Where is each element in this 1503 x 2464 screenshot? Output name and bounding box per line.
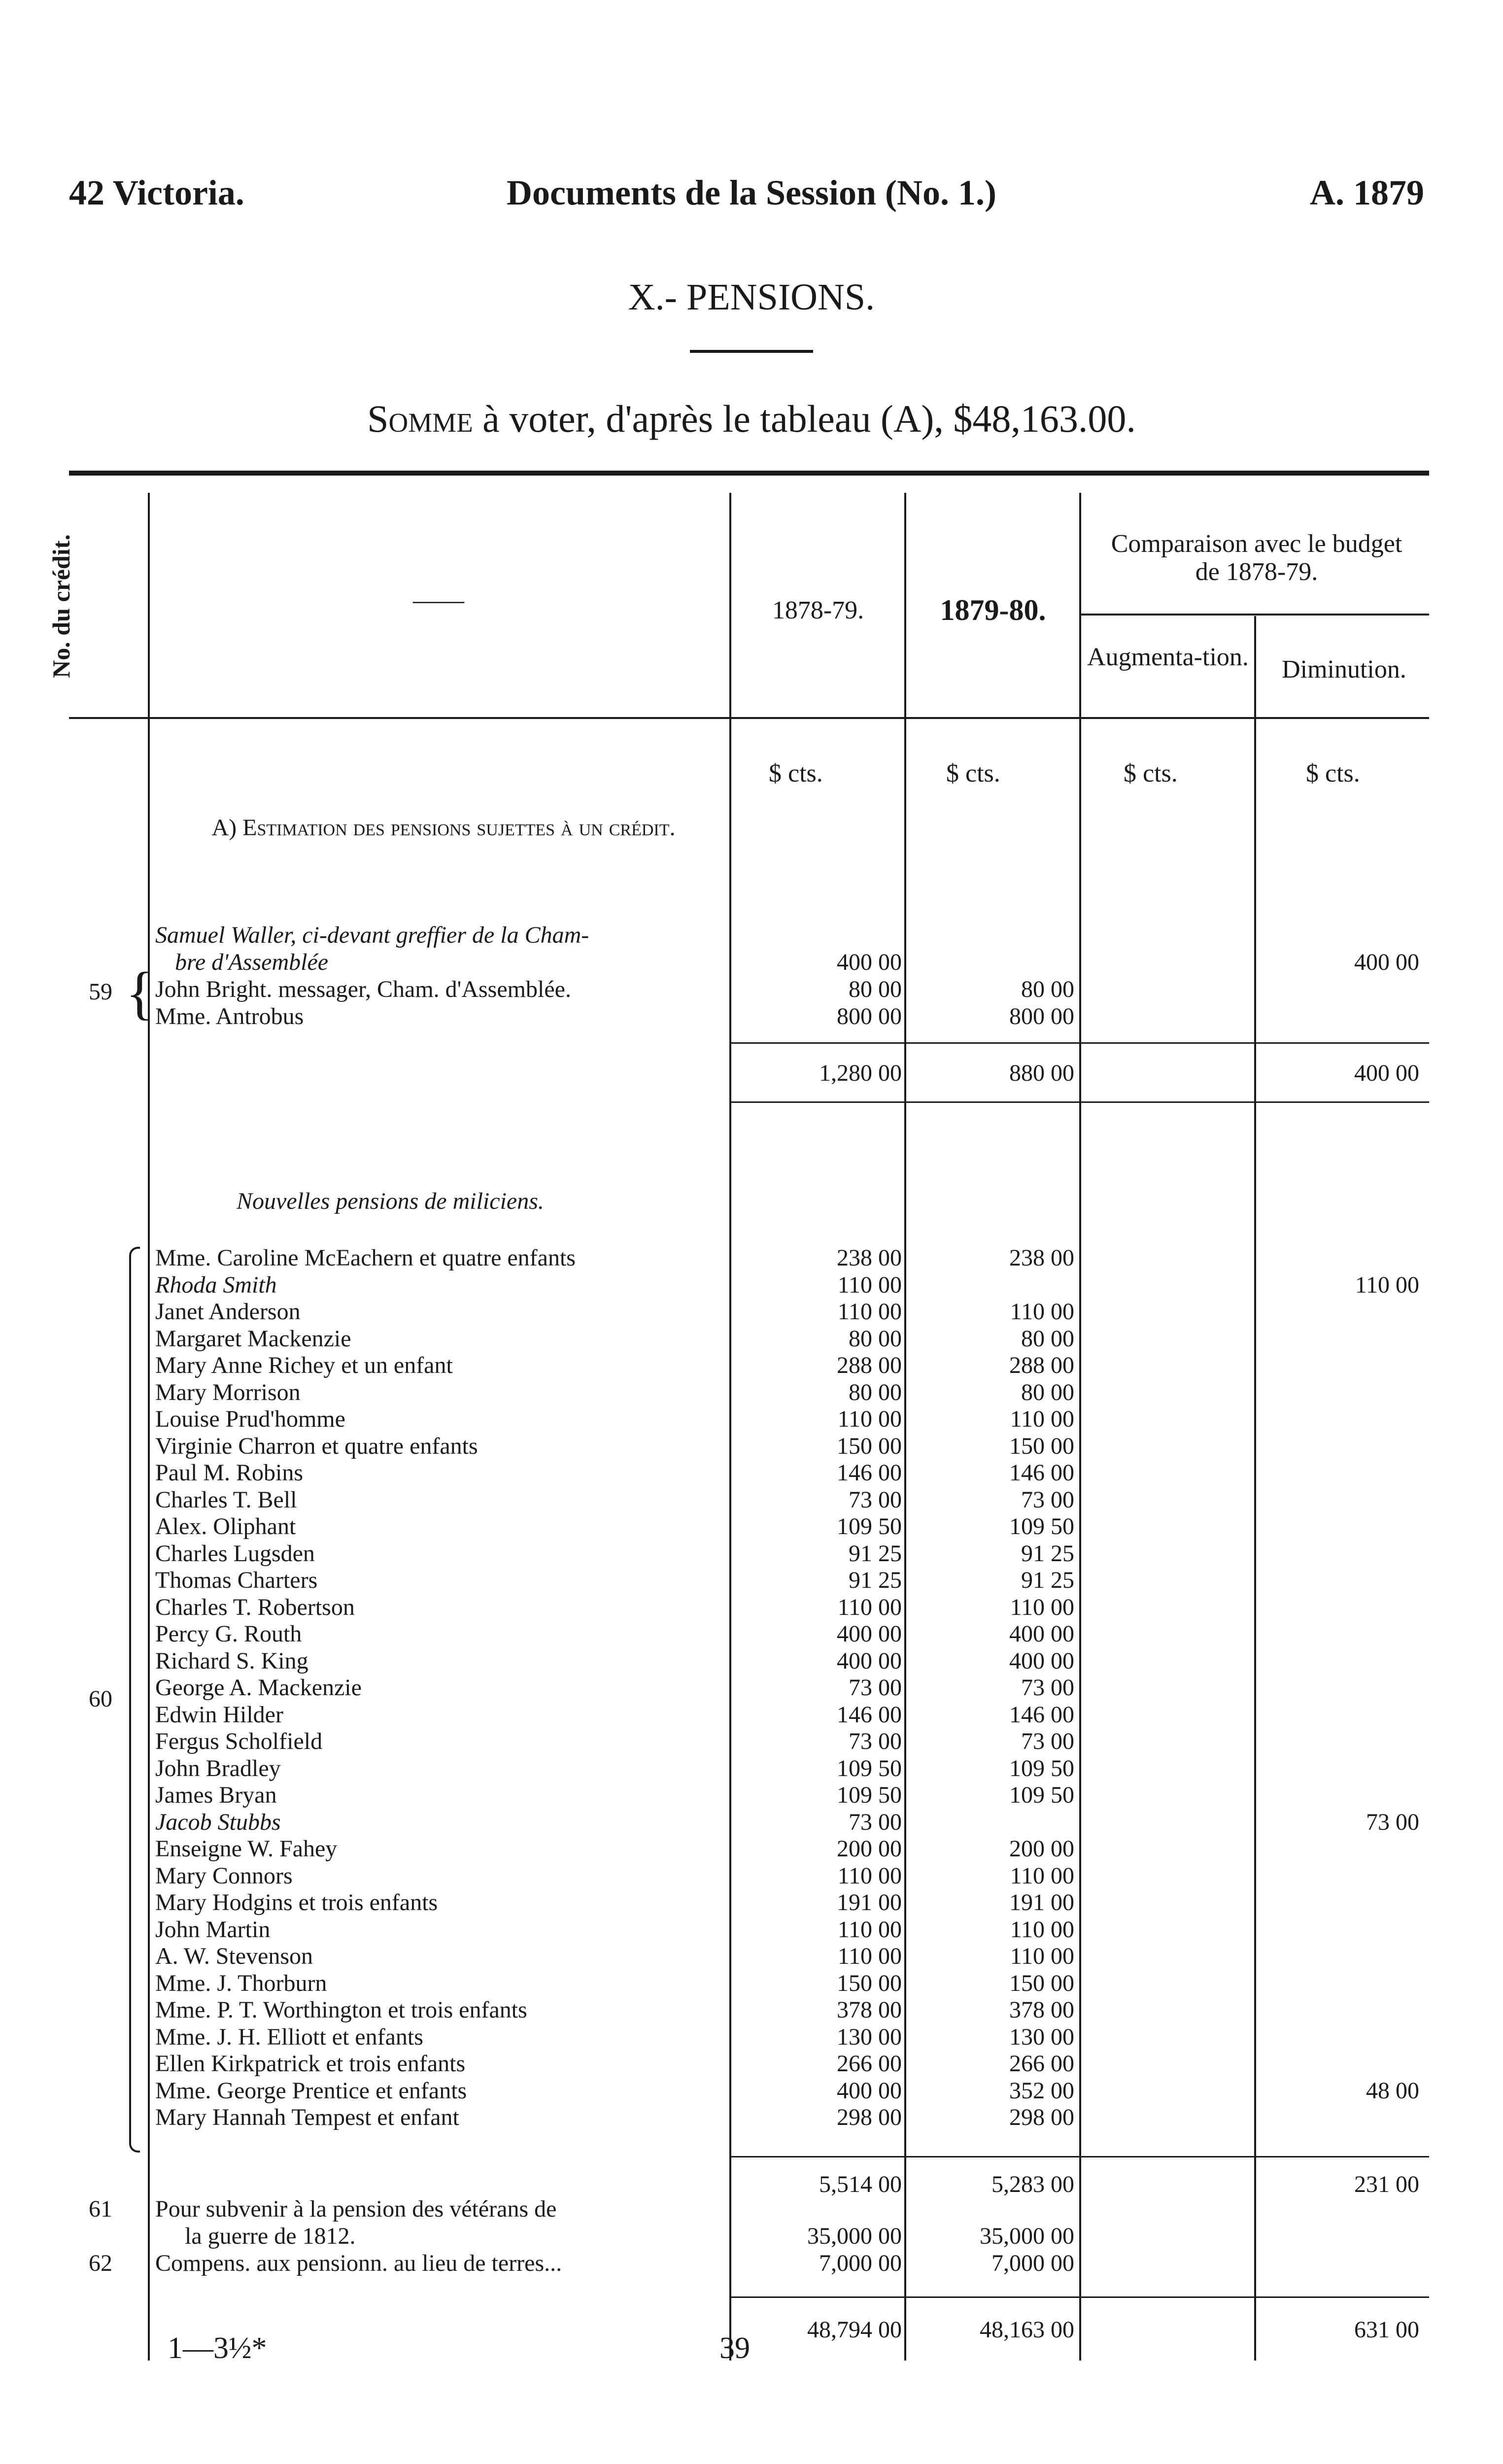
table-row <box>0 1352 1503 1379</box>
subtotal-rule-60 <box>729 2156 1429 2157</box>
credit-62: 62 <box>89 2250 112 2276</box>
value-1879: 110 00 <box>1010 1406 1074 1432</box>
table-row <box>0 1862 1503 1889</box>
table-row <box>0 2023 1503 2051</box>
table-row <box>0 1916 1503 1943</box>
row-name: Mme. J. Thorburn <box>155 1970 327 1996</box>
value-1879: 378 00 <box>1009 1997 1074 2023</box>
value-1879: 146 00 <box>1009 1460 1074 1486</box>
value-1879: 266 00 <box>1009 2051 1074 2077</box>
value-1878: 80 00 <box>849 976 902 1002</box>
unit-dim: $ cts. <box>1306 759 1360 787</box>
value-1878: 266 00 <box>837 2051 902 2077</box>
col-1878-label: 1878-79. <box>772 596 864 624</box>
table-row <box>0 949 1503 976</box>
value-1878: 378 00 <box>837 1997 902 2023</box>
row-name: Mary Hannah Tempest et enfant <box>155 2104 459 2130</box>
row-name: John Martin <box>155 1916 271 1943</box>
header-bottom-rule <box>69 717 1429 719</box>
row-name: Mme. P. T. Worthington et trois enfants <box>155 1997 527 2023</box>
value-dim: 48 00 <box>1366 2077 1419 2104</box>
value-1878: 35,000 00 <box>807 2223 902 2249</box>
subtotal-bottom-rule-59 <box>729 1101 1429 1103</box>
value-1878: 73 00 <box>849 1675 902 1701</box>
table-row <box>0 976 1503 1003</box>
row-name: Mary Hodgins et trois enfants <box>155 1889 438 1916</box>
grand-total-dim: 631 00 <box>1354 2317 1419 2343</box>
value-1878: 7,000 00 <box>819 2250 902 2276</box>
table-row <box>0 1970 1503 1997</box>
value-1878: 91 25 <box>849 1567 902 1593</box>
table-row <box>0 1620 1503 1647</box>
header-volume: 42 Victoria. <box>69 173 244 212</box>
row-name: Margaret Mackenzie <box>155 1325 351 1352</box>
col-aug-label: Augmenta-tion. <box>1087 643 1249 671</box>
value-1878: 298 00 <box>837 2104 902 2130</box>
col-dim-label: Diminution. <box>1282 655 1406 684</box>
unit-1879: $ cts. <box>946 759 1000 787</box>
credit-60: 60 <box>89 1686 112 1712</box>
header-year: A. 1879 <box>1310 173 1424 212</box>
table-top-rule <box>69 471 1429 476</box>
row-name: Pour subvenir à la pension des vétérans de <box>155 2196 557 2222</box>
value-1879: 146 00 <box>1009 1701 1074 1728</box>
row-name: Enseigne W. Fahey <box>155 1836 338 1862</box>
comparison-label: Comparaison avec le budget de 1878-79. <box>1111 530 1402 586</box>
value-1879: 109 50 <box>1009 1755 1074 1781</box>
value-1878: 110 00 <box>837 1271 902 1298</box>
value-1878: 150 00 <box>837 1970 902 1996</box>
value-1879: 110 00 <box>1010 1916 1074 1943</box>
total-1879: 880 00 <box>1009 1060 1074 1086</box>
table-row <box>0 922 1503 949</box>
row-name: Rhoda Smith <box>155 1271 277 1298</box>
table-row <box>0 1244 1503 1271</box>
value-1879: 73 00 <box>1021 1486 1074 1513</box>
row-name: Mme. Caroline McEachern et quatre enfants <box>155 1245 576 1271</box>
row-name: Mary Morrison <box>155 1379 301 1405</box>
table-row <box>0 1835 1503 1862</box>
desc-col-label: —— <box>413 586 464 615</box>
value-1879: 288 00 <box>1009 1352 1074 1378</box>
row-name: George A. Mackenzie <box>155 1675 362 1701</box>
row-name: Richard S. King <box>155 1647 308 1674</box>
table-row <box>0 2077 1503 2104</box>
table-row <box>0 1540 1503 1567</box>
row-name: Jacob Stubbs <box>155 1809 281 1835</box>
total-dim: 400 00 <box>1354 1060 1419 1086</box>
credit-61: 61 <box>89 2196 112 2222</box>
value-1879: 91 25 <box>1021 1540 1074 1567</box>
value-1879: 7,000 00 <box>991 2250 1074 2276</box>
table-row <box>0 1325 1503 1352</box>
somme-rest: à voter, d'après le tableau (A), $48,163.00. <box>473 397 1136 440</box>
table-row <box>0 1755 1503 1782</box>
value-1878: 238 00 <box>837 1245 902 1271</box>
value-1879: 298 00 <box>1009 2104 1074 2130</box>
unit-1878: $ cts. <box>769 759 823 787</box>
table-row <box>0 1459 1503 1486</box>
table-row <box>0 2050 1503 2077</box>
row-name: Thomas Charters <box>155 1567 318 1593</box>
value-1879: 150 00 <box>1009 1970 1074 1996</box>
comparison-rule <box>1079 614 1429 616</box>
row-name: John Bradley <box>155 1755 281 1781</box>
somme-lead: Somme <box>367 397 473 440</box>
credit-59: 59 <box>89 979 112 1005</box>
value-1879: 110 00 <box>1010 1943 1074 1969</box>
value-1878: 110 00 <box>837 1916 902 1943</box>
table-row <box>0 1513 1503 1540</box>
row-name: A. W. Stevenson <box>155 1943 313 1969</box>
row-name: Charles Lugsden <box>155 1540 315 1567</box>
table-row <box>0 2195 1503 2223</box>
value-1878: 80 00 <box>849 1379 902 1405</box>
table-row <box>0 1728 1503 1755</box>
section-title: X.- PENSIONS. <box>628 276 875 318</box>
value-1879: 80 00 <box>1021 1379 1074 1405</box>
total-1878: 5,514 00 <box>819 2171 902 2197</box>
grand-total-rule <box>729 2296 1429 2298</box>
credit-col-label: No. du crédit. <box>47 534 75 678</box>
value-1878: 191 00 <box>837 1889 902 1916</box>
value-1879: 35,000 00 <box>980 2223 1074 2249</box>
table-row <box>0 1594 1503 1621</box>
row-name: Charles T. Bell <box>155 1486 297 1513</box>
total-1878: 1,280 00 <box>819 1060 902 1086</box>
value-1878: 200 00 <box>837 1836 902 1862</box>
table-row <box>0 1674 1503 1701</box>
page-number: 39 <box>719 2331 750 2365</box>
value-1879: 73 00 <box>1021 1728 1074 1754</box>
brace-60 <box>129 1247 140 2153</box>
total-1879: 5,283 00 <box>991 2171 1074 2197</box>
value-dim: 73 00 <box>1366 1809 1419 1835</box>
value-1879: 109 50 <box>1009 1513 1074 1540</box>
value-1879: 352 00 <box>1009 2077 1074 2104</box>
row-name: James Bryan <box>155 1782 277 1808</box>
table-row <box>0 1379 1503 1406</box>
table-row <box>0 2250 1503 2277</box>
table-row <box>0 1271 1503 1299</box>
row-name: Mme. Antrobus <box>155 1003 304 1029</box>
value-1878: 73 00 <box>849 1809 902 1835</box>
value-1878: 110 00 <box>837 1406 902 1432</box>
value-1878: 288 00 <box>837 1352 902 1378</box>
value-1878: 130 00 <box>837 2023 902 2050</box>
value-1878: 150 00 <box>837 1433 902 1459</box>
value-1879: 73 00 <box>1021 1675 1074 1701</box>
value-1878: 110 00 <box>837 1862 902 1889</box>
table-row <box>0 1003 1503 1030</box>
row-name: Mme. J. H. Elliott et enfants <box>155 2023 423 2050</box>
militia-subhead: Nouvelles pensions de miliciens. <box>237 1188 544 1214</box>
row-name: Percy G. Routh <box>155 1621 302 1647</box>
value-1879: 80 00 <box>1021 976 1074 1002</box>
somme-line <box>0 397 1503 441</box>
value-1878: 109 50 <box>837 1513 902 1540</box>
table-row <box>0 1298 1503 1325</box>
row-name: Mary Anne Richey et un enfant <box>155 1352 453 1378</box>
value-1878: 800 00 <box>837 1003 902 1029</box>
table-row <box>0 2223 1503 2250</box>
table-row <box>0 1405 1503 1433</box>
value-1878: 109 50 <box>837 1755 902 1781</box>
value-1879: 110 00 <box>1010 1594 1074 1620</box>
row-name: bre d'Assemblée <box>175 949 329 975</box>
table-row <box>0 1486 1503 1513</box>
value-1878: 110 00 <box>837 1943 902 1969</box>
table-row <box>0 2104 1503 2131</box>
value-1879: 191 00 <box>1009 1889 1074 1916</box>
table-row <box>0 1701 1503 1728</box>
value-1878: 80 00 <box>849 1325 902 1352</box>
value-1879: 238 00 <box>1009 1245 1074 1271</box>
value-1878: 146 00 <box>837 1460 902 1486</box>
row-name: Louise Prud'homme <box>155 1406 345 1432</box>
row-name: Mary Connors <box>155 1862 293 1889</box>
grand-total-1879: 48,163 00 <box>980 2317 1074 2343</box>
subtotal-row-59 <box>0 1060 1503 1087</box>
value-1879: 130 00 <box>1009 2023 1074 2050</box>
signature-mark: 1—3½* <box>168 2331 267 2365</box>
value-1878: 400 00 <box>837 2077 902 2104</box>
value-1878: 109 50 <box>837 1782 902 1808</box>
value-1879: 91 25 <box>1021 1567 1074 1593</box>
table-row <box>0 1647 1503 1675</box>
row-name: Janet Anderson <box>155 1299 301 1325</box>
value-1879: 109 50 <box>1009 1782 1074 1808</box>
value-1878: 110 00 <box>837 1594 902 1620</box>
grand-total-1878: 48,794 00 <box>807 2317 902 2343</box>
value-1879: 400 00 <box>1009 1647 1074 1674</box>
row-name: Charles T. Robertson <box>155 1594 355 1620</box>
row-name: John Bright. messager, Cham. d'Assemblée. <box>155 976 571 1002</box>
row-name: Virginie Charron et quatre enfants <box>155 1433 478 1459</box>
table-row <box>0 1781 1503 1809</box>
row-name: Samuel Waller, ci-devant greffier de la Cham- <box>155 922 589 948</box>
row-name: la guerre de 1812. <box>185 2223 356 2249</box>
row-name: Compens. aux pensionn. au lieu de terres... <box>155 2250 562 2276</box>
value-dim: 400 00 <box>1354 949 1419 975</box>
value-1879: 400 00 <box>1009 1621 1074 1647</box>
table-row <box>0 1433 1503 1460</box>
table-row <box>0 1943 1503 1970</box>
subtotal-rule-59 <box>729 1042 1429 1044</box>
row-name: Fergus Scholfield <box>155 1728 323 1754</box>
row-name: Ellen Kirkpatrick et trois enfants <box>155 2051 466 2077</box>
row-name: Paul M. Robins <box>155 1460 304 1486</box>
table-row <box>0 1889 1503 1916</box>
row-name: Mme. George Prentice et enfants <box>155 2077 467 2104</box>
value-1878: 400 00 <box>837 1621 902 1647</box>
section-a-title: A) Estimation des pensions sujettes à un crédit. <box>211 815 676 841</box>
table-row <box>0 1996 1503 2023</box>
subtotal-row-60 <box>0 2171 1503 2198</box>
value-1878: 91 25 <box>849 1540 902 1567</box>
value-1878: 400 00 <box>837 949 902 975</box>
value-1878: 73 00 <box>849 1728 902 1754</box>
value-1878: 73 00 <box>849 1486 902 1513</box>
title-rule <box>690 350 813 353</box>
row-name: Alex. Oliphant <box>155 1513 296 1540</box>
value-1879: 110 00 <box>1010 1862 1074 1889</box>
header-title: Documents de la Session (No. 1.) <box>506 173 996 212</box>
value-1879: 800 00 <box>1009 1003 1074 1029</box>
table-row <box>0 1809 1503 1836</box>
value-1879: 150 00 <box>1009 1433 1074 1459</box>
unit-aug: $ cts. <box>1124 759 1178 787</box>
brace-59: { <box>126 960 154 1026</box>
row-name: Edwin Hilder <box>155 1701 283 1728</box>
value-1878: 146 00 <box>837 1701 902 1728</box>
table-row <box>0 1567 1503 1594</box>
total-dim: 231 00 <box>1354 2171 1419 2197</box>
value-1878: 110 00 <box>837 1299 902 1325</box>
value-1879: 110 00 <box>1010 1299 1074 1325</box>
value-1879: 80 00 <box>1021 1325 1074 1352</box>
value-1879: 200 00 <box>1009 1836 1074 1862</box>
value-dim: 110 00 <box>1355 1271 1419 1298</box>
col-1879-label: 1879-80. <box>940 594 1046 626</box>
value-1878: 400 00 <box>837 1647 902 1674</box>
